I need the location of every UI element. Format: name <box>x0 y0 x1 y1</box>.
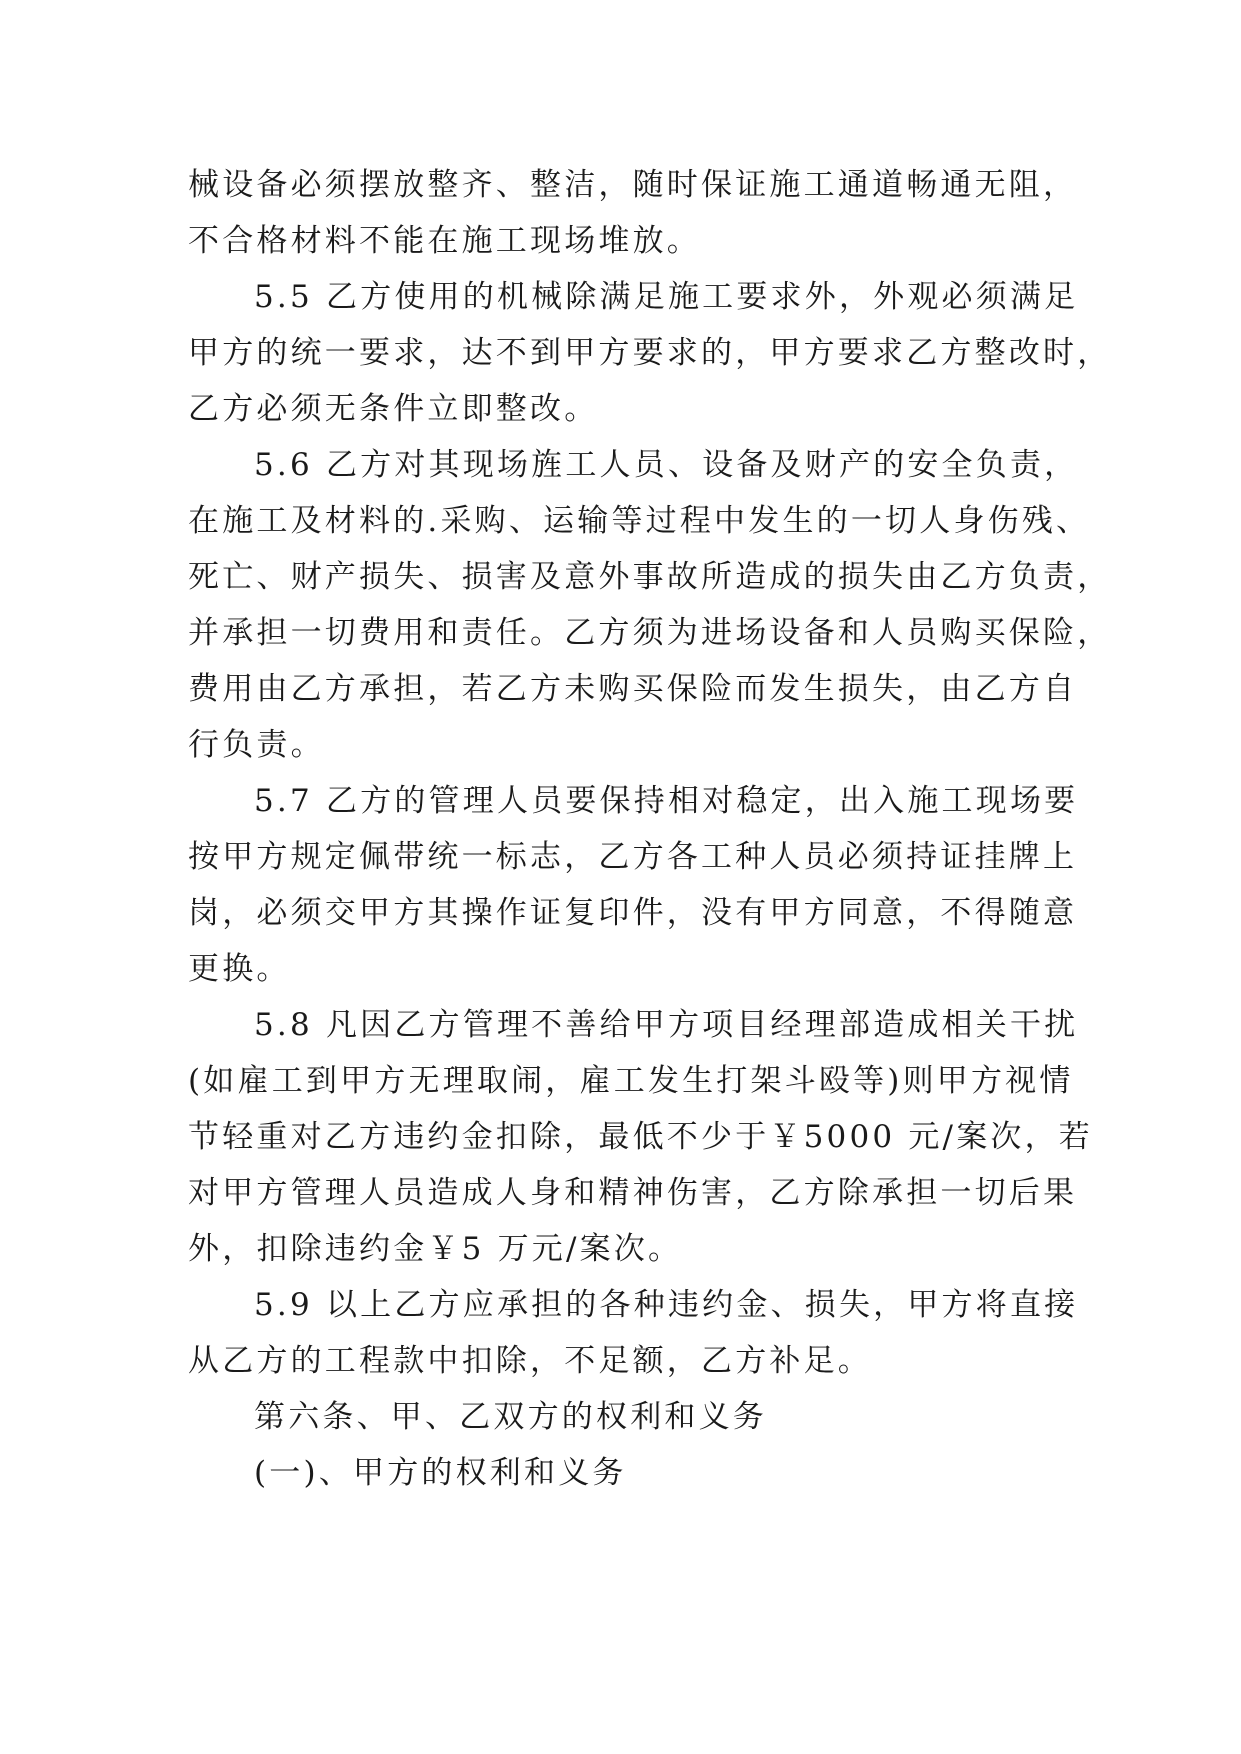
text-line: 按甲方规定佩带统一标志，乙方各工种人员必须持证挂牌上 <box>188 839 1078 875</box>
paragraph-5-9-start: 5.9 以上乙方应承担的各种违约金、损失，甲方将直接 <box>254 1287 1079 1323</box>
section-heading-party-a: (一)、甲方的权利和义务 <box>254 1455 627 1491</box>
text-line: 更换。 <box>188 951 291 987</box>
paragraph-5-6-start: 5.6 乙方对其现场旌工人员、设备及财产的安全负责， <box>254 447 1079 483</box>
text-line: 对甲方管理人员造成人身和精神伤害，乙方除承担一切后果 <box>188 1175 1078 1211</box>
text-line: 在施工及材料的.采购、运输等过程中发生的一切人身伤残、 <box>188 503 1091 539</box>
text-line: 从乙方的工程款中扣除，不足额，乙方补足。 <box>188 1343 872 1379</box>
text-line: 械设备必须摆放整齐、整洁，随时保证施工通道畅通无阻， <box>188 167 1078 203</box>
text-line: 行负责。 <box>188 727 325 763</box>
text-line: 外，扣除违约金￥5 万元/案次。 <box>188 1231 683 1267</box>
text-line: (如雇工到甲方无理取闹，雇工发生打架斗殴等)则甲方视情 <box>188 1063 1074 1099</box>
text-line: 死亡、财产损失、损害及意外事故所造成的损失由乙方负责， <box>188 559 1112 595</box>
text-line: 并承担一切费用和责任。乙方须为进场设备和人员购买保险， <box>188 615 1112 651</box>
text-line: 甲方的统一要求，达不到甲方要求的，甲方要求乙方整改时， <box>188 335 1112 371</box>
text-line: 节轻重对乙方违约金扣除，最低不少于￥5000 元/案次，若 <box>188 1119 1093 1155</box>
paragraph-5-7-start: 5.7 乙方的管理人员要保持相对稳定，出入施工现场要 <box>254 783 1079 819</box>
paragraph-5-8-start: 5.8 凡因乙方管理不善给甲方项目经理部造成相关干扰 <box>254 1007 1079 1043</box>
article-6-heading: 第六条、甲、乙双方的权利和义务 <box>254 1399 767 1435</box>
text-line: 不合格材料不能在施工现场堆放。 <box>188 223 701 259</box>
text-line: 岗，必须交甲方其操作证复印件，没有甲方同意，不得随意 <box>188 895 1078 931</box>
paragraph-5-5-start: 5.5 乙方使用的机械除满足施工要求外，外观必须满足 <box>254 279 1079 315</box>
text-line: 乙方必须无条件立即整改。 <box>188 391 599 427</box>
text-line: 费用由乙方承担，若乙方未购买保险而发生损失，由乙方自 <box>188 671 1078 707</box>
